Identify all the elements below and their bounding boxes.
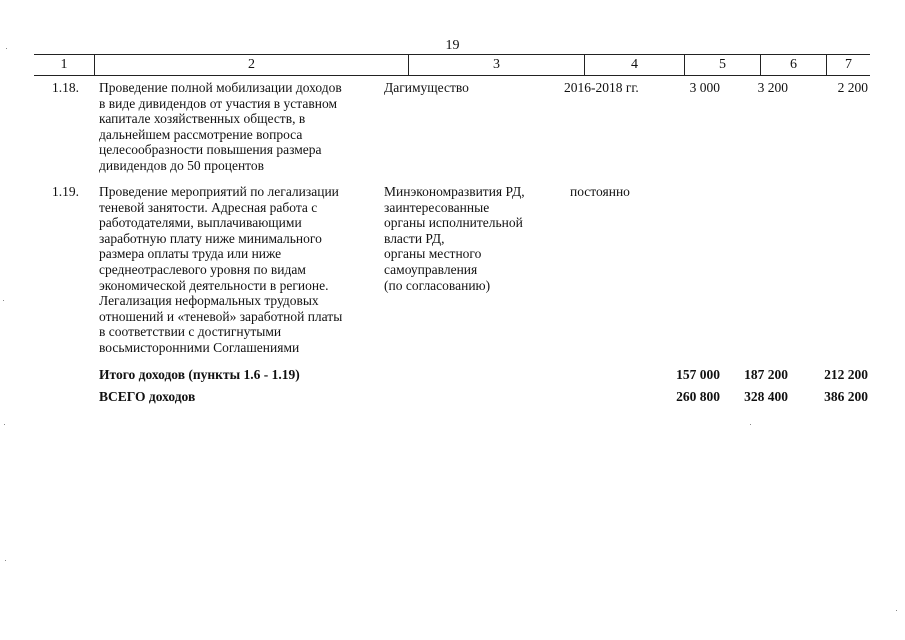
totals-value-2018: 212 200	[824, 367, 868, 382]
totals-value-2016: 157 000	[676, 367, 720, 382]
scan-speck	[3, 300, 4, 301]
row-term: постоянно	[570, 184, 630, 199]
grand-total-value-2017: 328 400	[744, 389, 788, 404]
row-value-2016: 3 000	[689, 80, 720, 95]
scan-speck	[750, 424, 751, 425]
row-number: 1.19.	[52, 184, 79, 199]
header-col-3: 3	[408, 55, 584, 75]
header-col-2: 2	[94, 55, 408, 75]
row-value-2018: 2 200	[837, 80, 868, 95]
row-measure-text: Проведение полной мобилизации доходов в виде дивидендов от участия в уставном капитале хозяйственных обществ, в дальнейшем рассмотрение вопроса целесообразности повышения размера дивидендов до 50 процентов	[99, 80, 342, 173]
scan-speck	[896, 610, 897, 611]
totals-label: Итого доходов (пункты 1.6 - 1.19)	[99, 367, 300, 382]
page-number: 19	[445, 38, 460, 53]
table-header-row	[34, 54, 870, 76]
grand-total-label: ВСЕГО доходов	[99, 389, 196, 404]
header-col-1: 1	[60, 57, 68, 72]
row-executor: Дагимущество	[384, 80, 469, 95]
row-measure-text: Проведение мероприятий по легализации теневой занятости. Адресная работа с работодателями, выплачивающими заработную плату ниже минимального размера оплаты труда или ниже среднеотраслевого уровня по видам экономической деятельности в регионе. Легализация неформальных трудовых отношений и «теневой» заработной платы в соответствии с достигнутыми восьмисторонними Соглашениями	[99, 184, 343, 355]
row-number: 1.18.	[52, 80, 79, 95]
header-col-5: 5	[684, 55, 760, 75]
totals-value-2017: 187 200	[744, 367, 788, 382]
header-col-6: 6	[760, 55, 826, 75]
row-term: 2016-2018 гг.	[564, 80, 639, 95]
scan-speck	[5, 560, 6, 561]
scan-speck	[6, 48, 7, 49]
row-executor: Минэкономразвития РД, заинтересованные органы исполнительной власти РД, органы местного самоуправления (по согласованию)	[384, 184, 525, 293]
scan-speck	[4, 424, 5, 425]
row-value-2017: 3 200	[757, 80, 788, 95]
grand-total-value-2016: 260 800	[676, 389, 720, 404]
grand-total-value-2018: 386 200	[824, 389, 868, 404]
header-col-7: 7	[826, 55, 870, 75]
header-col-4: 4	[584, 55, 684, 75]
